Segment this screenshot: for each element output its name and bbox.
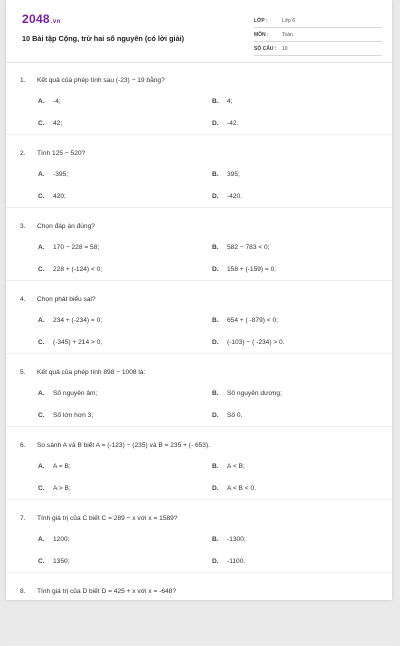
answer-option[interactable]	[38, 536, 70, 543]
option-letter: B.	[212, 317, 219, 324]
option-text: 170 − 228 = 58;	[53, 244, 100, 251]
answer-option[interactable]	[212, 412, 242, 419]
meta-label: SỐ CÂU :	[254, 45, 277, 52]
worksheet-header	[6, 0, 392, 63]
question-item	[6, 573, 392, 646]
answer-option[interactable]	[38, 412, 93, 419]
option-letter: B.	[212, 390, 219, 397]
answer-option[interactable]	[212, 463, 245, 470]
answer-option[interactable]	[38, 339, 102, 346]
question-item	[6, 135, 392, 208]
question-prompt: Tính giá trị của D biết D = 425 + x với x = -648?	[37, 588, 177, 595]
answer-option[interactable]	[38, 390, 97, 397]
answer-option[interactable]	[212, 317, 278, 324]
question-text	[20, 588, 176, 595]
option-text: -420.	[227, 193, 243, 200]
question-text	[20, 515, 178, 522]
option-letter: C.	[38, 339, 45, 346]
answer-option[interactable]	[38, 120, 62, 127]
option-letter: B.	[212, 171, 219, 178]
option-text: Số lớn hơn 3;	[53, 412, 94, 419]
option-letter: D.	[212, 412, 219, 419]
question-prompt: Tính giá trị của C biết C = 289 − x với x = 1589?	[37, 515, 178, 522]
question-item	[6, 281, 392, 354]
option-text: -42.	[227, 120, 239, 127]
option-text: 420;	[53, 193, 66, 200]
answer-option[interactable]	[212, 536, 246, 543]
logo-suffix: .vn	[50, 19, 61, 25]
option-letter: A.	[38, 317, 45, 324]
option-letter: B.	[212, 463, 219, 470]
answer-option[interactable]	[38, 558, 70, 565]
question-text	[20, 369, 145, 376]
site-logo[interactable]	[22, 12, 60, 26]
answer-option[interactable]	[212, 171, 240, 178]
answer-option[interactable]	[212, 485, 256, 492]
option-letter: B.	[212, 98, 219, 105]
option-letter: A.	[38, 98, 45, 105]
option-letter: A.	[38, 171, 45, 178]
question-prompt: Kết quả của phép tính sau (-23) − 19 bằng?	[37, 77, 165, 84]
option-text: -395;	[53, 171, 69, 178]
answer-option[interactable]	[212, 98, 233, 105]
answer-option[interactable]	[38, 463, 71, 470]
option-text: 4;	[227, 98, 233, 105]
answer-option[interactable]	[38, 485, 71, 492]
question-item	[6, 427, 392, 500]
option-text: -1100.	[227, 558, 246, 565]
option-letter: C.	[38, 193, 45, 200]
option-letter: D.	[212, 120, 219, 127]
option-text: (-345) + 214 > 0;	[53, 339, 103, 346]
answer-option[interactable]	[38, 193, 66, 200]
option-text: 395;	[227, 171, 240, 178]
option-letter: A.	[38, 463, 45, 470]
option-text: 158 + (-159) = 0.	[227, 266, 277, 273]
option-letter: A.	[38, 244, 45, 251]
option-text: 234 + (-234) = 0;	[53, 317, 103, 324]
answer-option[interactable]	[212, 244, 270, 251]
option-text: A > B;	[53, 485, 71, 492]
answer-option[interactable]	[38, 266, 102, 273]
question-item	[6, 354, 392, 427]
question-text	[20, 296, 96, 303]
option-letter: A.	[38, 390, 45, 397]
option-letter: D.	[212, 485, 219, 492]
option-letter: D.	[212, 558, 219, 565]
option-text: A < B;	[227, 463, 245, 470]
question-number: 6.	[20, 442, 26, 449]
option-text: Số 0.	[227, 412, 243, 419]
option-text: -4;	[53, 98, 61, 105]
option-text: (-103) − ( -234) > 0.	[227, 339, 285, 346]
option-text: 582 − 783 < 0;	[227, 244, 270, 251]
answer-option[interactable]	[212, 558, 245, 565]
worksheet-page	[6, 0, 392, 600]
option-letter: B.	[212, 244, 219, 251]
question-text	[20, 150, 85, 157]
answer-option[interactable]	[38, 171, 68, 178]
meta-value: Lớp 6	[282, 17, 296, 24]
option-text: Số nguyên âm;	[53, 390, 98, 397]
answer-option[interactable]	[212, 339, 285, 346]
option-text: -1300;	[227, 536, 246, 543]
option-text: 228 + (-124) < 0;	[53, 266, 103, 273]
question-number: 5.	[20, 369, 26, 376]
question-text	[20, 77, 165, 84]
question-prompt: Tính 125 − 520?	[37, 150, 86, 157]
option-text: Số nguyên dương;	[227, 390, 282, 397]
worksheet-title: 10 Bài tập Cộng, trừ hai số nguyên (có lời giải)	[22, 34, 185, 43]
question-item	[6, 208, 392, 281]
option-letter: D.	[212, 339, 219, 346]
question-number: 7.	[20, 515, 26, 522]
question-number: 1.	[20, 77, 26, 84]
question-text	[20, 223, 95, 230]
option-letter: A.	[38, 536, 45, 543]
logo-text: 2048	[22, 12, 50, 26]
option-letter: B.	[212, 536, 219, 543]
option-letter: C.	[38, 120, 45, 127]
worksheet-meta	[254, 14, 382, 56]
answer-option[interactable]	[38, 244, 99, 251]
question-prompt: So sánh A và B biết A = (-123) − (235) và B = 235 + (- 653).	[37, 442, 211, 449]
meta-value: 10	[282, 45, 288, 52]
question-number: 2.	[20, 150, 26, 157]
meta-label: MÔN :	[254, 31, 269, 38]
question-number: 4.	[20, 296, 26, 303]
meta-row-class	[254, 14, 382, 28]
question-number: 8.	[20, 588, 26, 595]
question-item	[6, 500, 392, 573]
option-letter: C.	[38, 485, 45, 492]
option-text: 1200;	[53, 536, 70, 543]
option-text: A < B < 0.	[227, 485, 256, 492]
answer-option[interactable]	[38, 317, 102, 324]
option-letter: D.	[212, 193, 219, 200]
meta-label: LỚP :	[254, 17, 268, 24]
option-letter: C.	[38, 558, 45, 565]
question-prompt: Kết quả của phép tính 898 − 1008 là:	[37, 369, 146, 376]
question-item	[6, 62, 392, 135]
answer-option[interactable]	[38, 98, 61, 105]
option-text: A = B;	[53, 463, 71, 470]
question-list	[6, 62, 392, 646]
option-text: 42;	[53, 120, 63, 127]
answer-option[interactable]	[212, 390, 282, 397]
option-text: 1350;	[53, 558, 70, 565]
meta-row-count	[254, 42, 382, 56]
meta-row-subject	[254, 28, 382, 42]
option-letter: D.	[212, 266, 219, 273]
question-text	[20, 442, 210, 449]
answer-option[interactable]	[212, 193, 242, 200]
question-number: 3.	[20, 223, 26, 230]
meta-value: Toán	[282, 31, 293, 38]
option-text: 654 + ( -879) < 0;	[227, 317, 278, 324]
answer-option[interactable]	[212, 120, 238, 127]
option-letter: C.	[38, 412, 45, 419]
option-letter: C.	[38, 266, 45, 273]
question-prompt: Chọn đáp án đúng?	[37, 223, 95, 230]
question-prompt: Chọn phát biểu sai?	[37, 296, 96, 303]
answer-option[interactable]	[212, 266, 276, 273]
